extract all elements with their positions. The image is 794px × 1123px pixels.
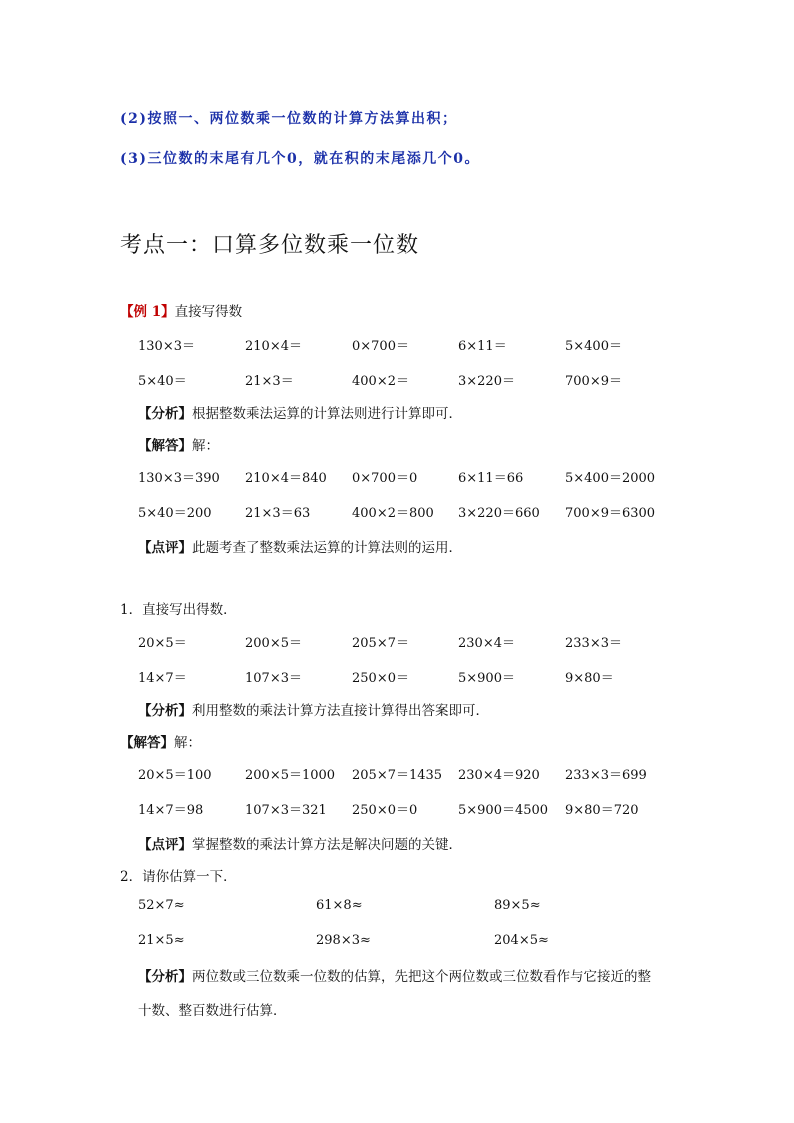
question-item: 400×2＝ xyxy=(352,374,409,389)
answer-label: 解： xyxy=(192,438,219,454)
question-item: 700×9＝ xyxy=(565,374,622,389)
problem-1-comment xyxy=(138,833,462,853)
question-item: 107×3＝ xyxy=(245,671,302,686)
problem-2-analysis xyxy=(138,965,651,985)
answer-item: 21×3＝63 xyxy=(245,506,311,521)
example-tag: 【例 1】 xyxy=(120,304,175,320)
comment-text: 掌握整数的乘法计算方法是解决问题的关键． xyxy=(192,837,462,853)
answer-item: 700×9＝6300 xyxy=(565,506,656,521)
question-item: 204×5≈ xyxy=(494,933,549,948)
answer-item: 5×40＝200 xyxy=(138,506,212,521)
question-item: 0×700＝ xyxy=(352,339,409,354)
question-item: 298×3≈ xyxy=(316,933,371,948)
analysis-text: 利用整数的乘法计算方法直接计算得出答案即可． xyxy=(192,703,489,719)
answer-item: 230×4＝920 xyxy=(458,768,540,783)
question-item: 233×3＝ xyxy=(565,636,622,651)
answer-item: 20×5＝100 xyxy=(138,768,212,783)
question-item: 250×0＝ xyxy=(352,671,409,686)
question-item: 89×5≈ xyxy=(494,898,541,913)
problem-1-answer-header xyxy=(120,731,201,751)
answer-item: 205×7＝1435 xyxy=(352,768,443,783)
question-item: 6×11＝ xyxy=(458,339,507,354)
answer-item: 9×80＝720 xyxy=(565,803,639,818)
problem-number: 2． xyxy=(120,869,143,885)
problem-2-header xyxy=(120,865,237,885)
answer-item: 14×7＝98 xyxy=(138,803,204,818)
example-1-analysis xyxy=(138,402,462,422)
comment-tag: 【点评】 xyxy=(138,540,192,556)
analysis-tag: 【分析】 xyxy=(138,406,192,422)
answer-item: 3×220＝660 xyxy=(458,506,540,521)
answer-item: 400×2＝800 xyxy=(352,506,434,521)
comment-tag: 【点评】 xyxy=(138,837,192,853)
analysis-text-line-1: 两位数或三位数乘一位数的估算，先把这个两位数或三位数看作与它接近的整 xyxy=(192,969,651,985)
question-item: 21×3＝ xyxy=(245,374,294,389)
answer-item: 5×400＝2000 xyxy=(565,471,656,486)
problem-title: 请你估算一下． xyxy=(142,869,237,885)
intro-line-2: (3)三位数的末尾有几个0，就在积的末尾添几个0。 xyxy=(120,151,480,167)
problem-1-header xyxy=(120,598,237,618)
answer-item: 250×0＝0 xyxy=(352,803,418,818)
intro-line-1: (2)按照一、两位数乘一位数的计算方法算出积； xyxy=(120,111,458,127)
question-item: 5×40＝ xyxy=(138,374,187,389)
question-item: 230×4＝ xyxy=(458,636,515,651)
question-item: 21×5≈ xyxy=(138,933,185,948)
answer-item: 0×700＝0 xyxy=(352,471,418,486)
question-item: 5×400＝ xyxy=(565,339,622,354)
answer-item: 200×5＝1000 xyxy=(245,768,336,783)
question-item: 9×80＝ xyxy=(565,671,614,686)
question-item: 210×4＝ xyxy=(245,339,302,354)
example-1-answer-header xyxy=(138,434,219,454)
answer-item: 210×4＝840 xyxy=(245,471,327,486)
question-item: 130×3＝ xyxy=(138,339,195,354)
analysis-tag: 【分析】 xyxy=(138,703,192,719)
example-1-comment xyxy=(138,536,462,556)
problem-1-analysis xyxy=(138,699,489,719)
answer-item: 107×3＝321 xyxy=(245,803,327,818)
answer-tag: 【解答】 xyxy=(120,735,174,751)
answer-item: 6×11＝66 xyxy=(458,471,524,486)
example-title: 直接写得数 xyxy=(174,304,243,320)
question-item: 52×7≈ xyxy=(138,898,185,913)
problem-2-analysis-line-2: 十数、整百数进行估算． xyxy=(138,1003,287,1019)
analysis-text: 根据整数乘法运算的计算法则进行计算即可． xyxy=(192,406,462,422)
question-item: 14×7＝ xyxy=(138,671,187,686)
analysis-tag: 【分析】 xyxy=(138,969,192,985)
answer-label: 解： xyxy=(174,735,201,751)
problem-number: 1． xyxy=(120,602,143,618)
question-item: 5×900＝ xyxy=(458,671,515,686)
question-item: 3×220＝ xyxy=(458,374,515,389)
problem-title: 直接写出得数． xyxy=(142,602,237,618)
answer-tag: 【解答】 xyxy=(138,438,192,454)
answer-item: 130×3＝390 xyxy=(138,471,220,486)
section-title: 考点一：口算多位数乘一位数 xyxy=(120,233,420,258)
answer-item: 233×3＝699 xyxy=(565,768,647,783)
question-item: 20×5＝ xyxy=(138,636,187,651)
comment-text: 此题考查了整数乘法运算的计算法则的运用． xyxy=(192,540,462,556)
example-1-header xyxy=(120,300,242,320)
question-item: 200×5＝ xyxy=(245,636,302,651)
question-item: 205×7＝ xyxy=(352,636,409,651)
question-item: 61×8≈ xyxy=(316,898,363,913)
answer-item: 5×900＝4500 xyxy=(458,803,549,818)
